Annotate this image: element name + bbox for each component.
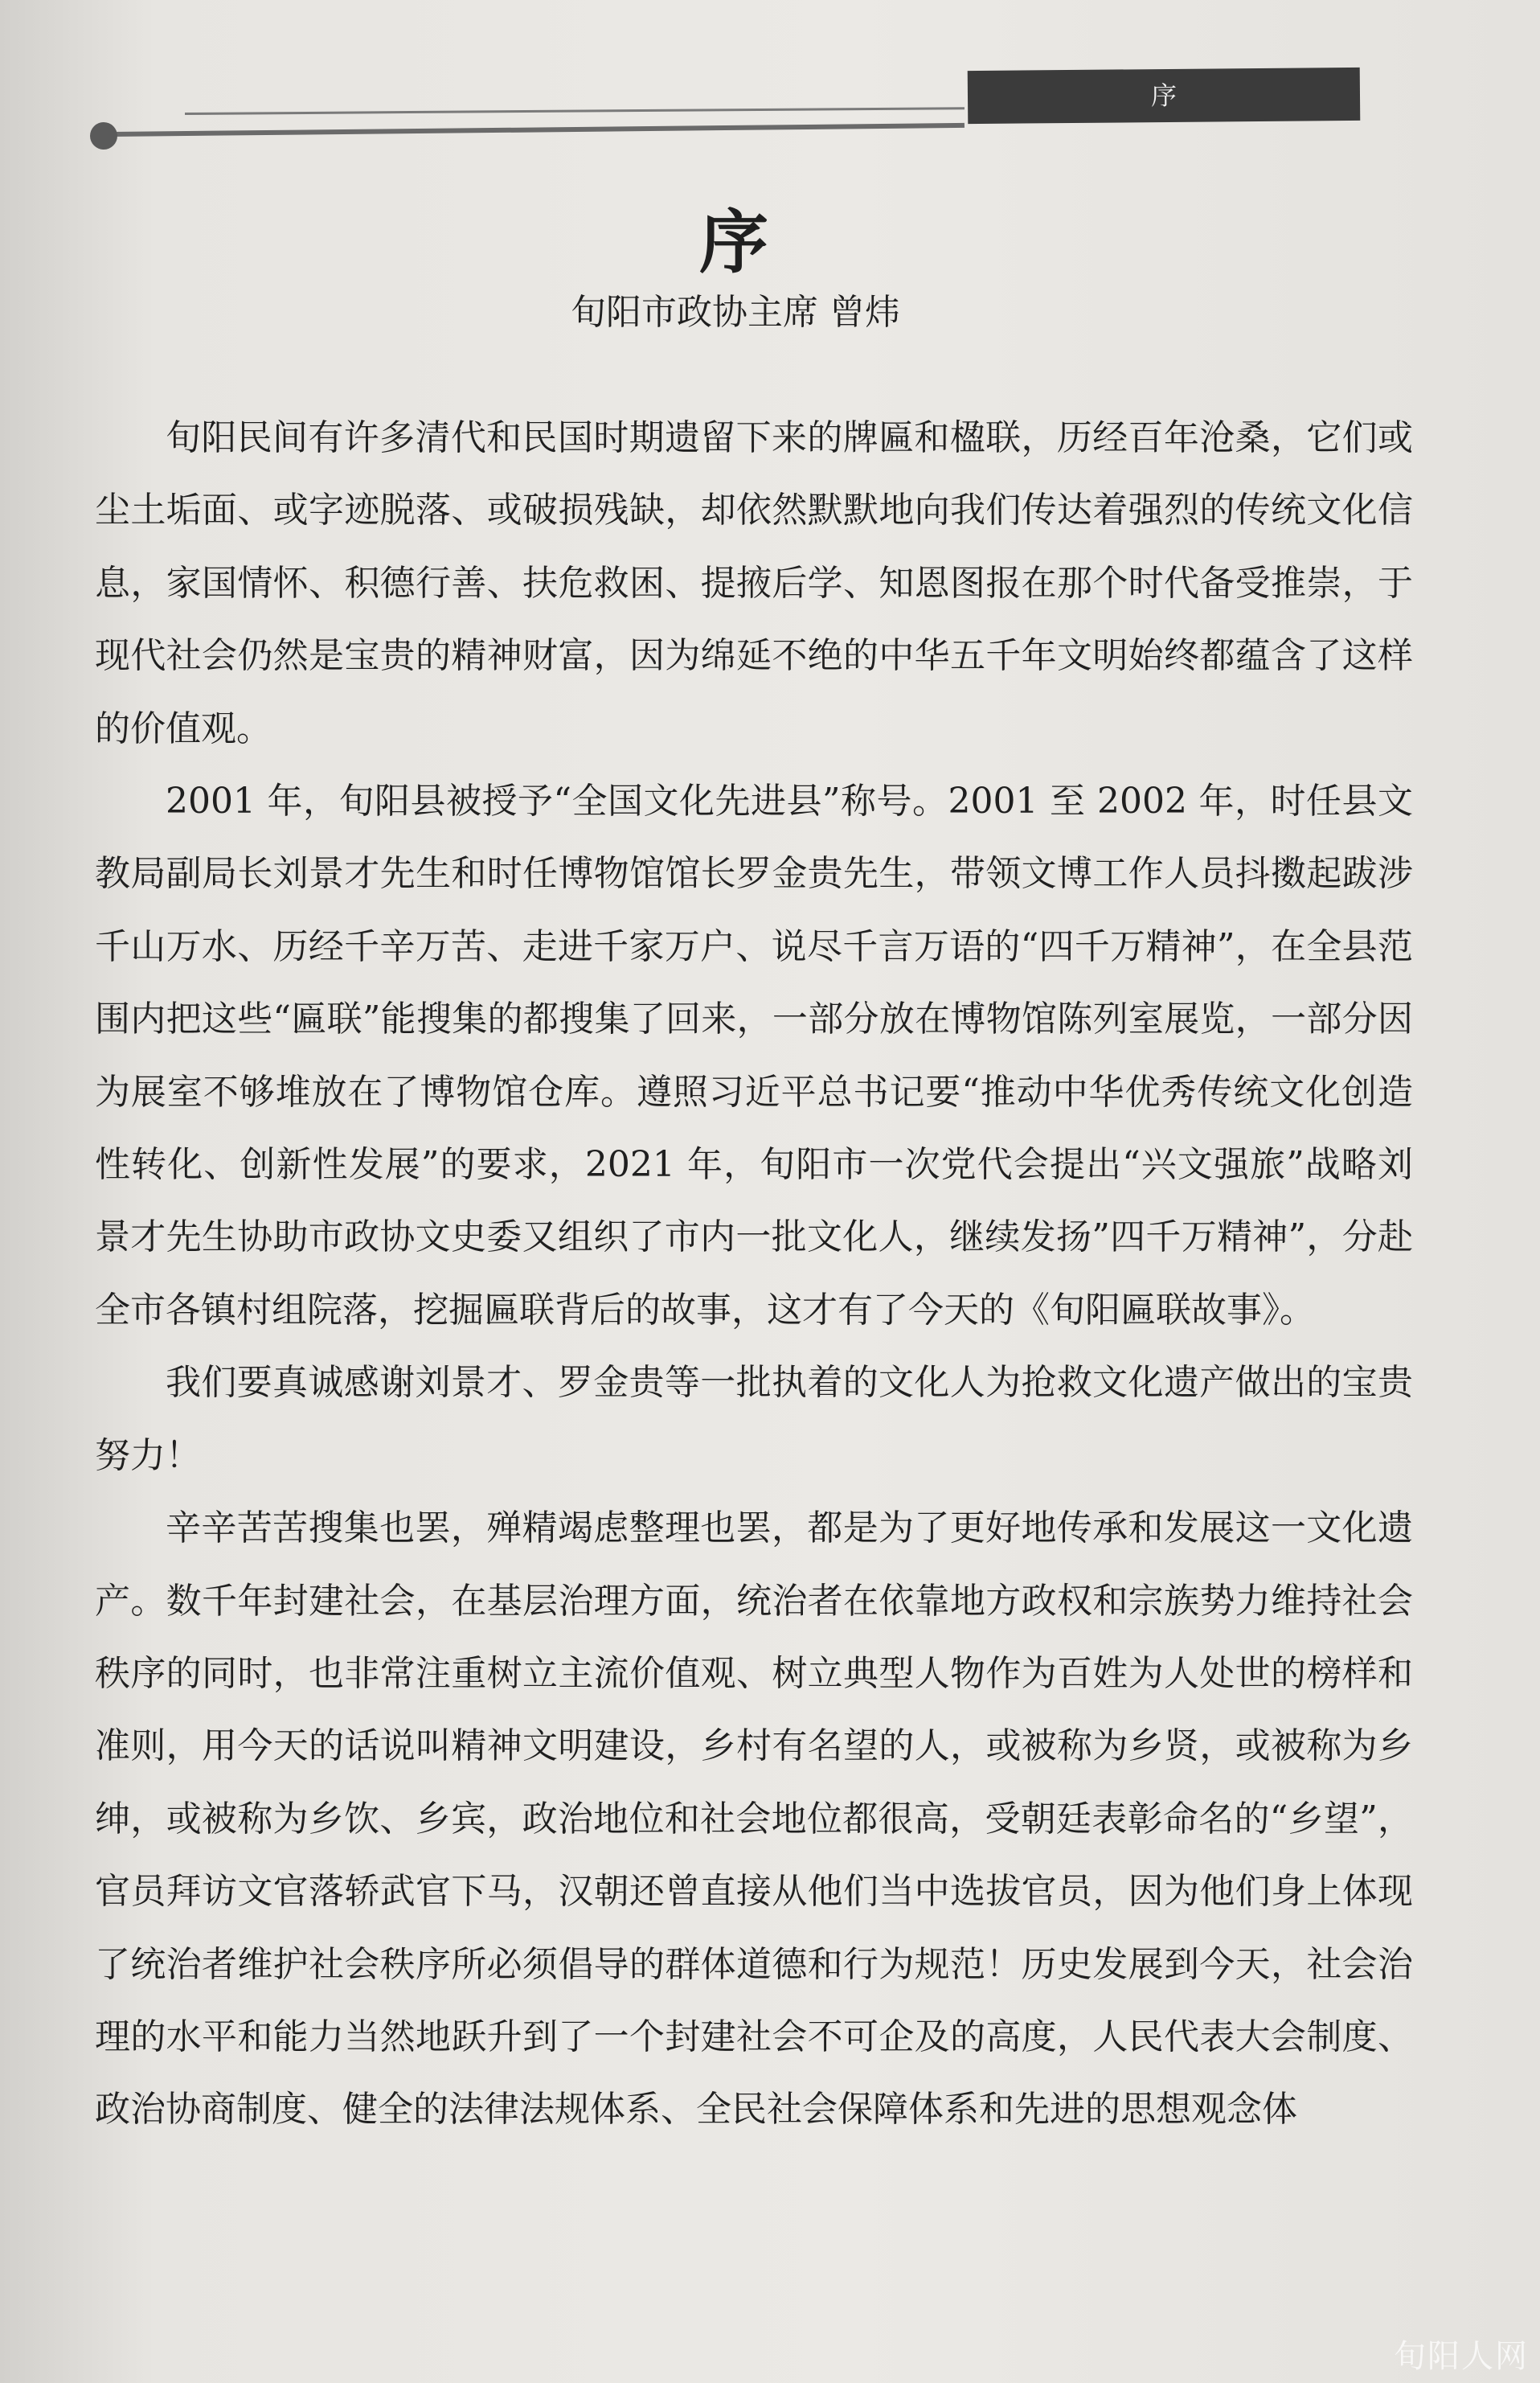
header-dot-ornament [90, 122, 117, 150]
paragraph-2: 2001 年，旬阳县被授予“全国文化先进县”称号。2001 至 2002 年，时任县文教局副局长刘景才先生和时任博物馆馆长罗金贵先生，带领文博工作人员抖擞起跋涉千山万水、历经千辛万苦、走进千家万户、说尽千言万语的“四千万精神”，在全县范围内把这些“匾联”能搜集的都搜集了回来，一部分放在博物馆陈列室展览，一部分因为展室不够堆放在了博物馆仓库。遵照习近平总书记要“推动中华优秀传统文化创造性转化、创新性发展”的要求，2021 年，旬阳市一次党代会提出“兴文强旅”战略刘景才先生协助市政协文史委又组织了市内一批文化人，继续发扬”四千万精神”，分赴全市各镇村组院落，挖掘匾联背后的故事，这才有了今天的《旬阳匾联故事》。 [95, 781, 1413, 1331]
header-rule [113, 123, 965, 137]
paragraph-1: 旬阳民间有许多清代和民国时期遗留下来的牌匾和楹联，历经百年沧桑，它们或尘土垢面、或字迹脱落、或破损残缺，却依然默默地向我们传达着强烈的传统文化信息，家国情怀、积德行善、扶危救困、提掖后学、知恩图报在那个时代备受推崇，于现代社会仍然是宝贵的精神财富，因为绵延不绝的中华五千年文明始终都蕴含了这样的价值观。 [95, 417, 1413, 749]
body-text [95, 402, 1413, 2147]
author-byline: 旬阳市政协主席 曾炜 [571, 292, 900, 333]
site-watermark: 旬阳人网 [1394, 2338, 1529, 2375]
paragraph-3: 我们要真诚感谢刘景才、罗金贵等一批执着的文化人为抢救文化遗产做出的宝贵努力！ [95, 1362, 1413, 1476]
header-rule-thin [185, 107, 965, 115]
running-header-tab: 序 [968, 68, 1361, 124]
page-title: 序 [699, 202, 772, 283]
paragraph-4: 辛辛苦苦搜集也罢，殚精竭虑整理也罢，都是为了更好地传承和发展这一文化遗产。数千年封建社会，在基层治理方面，统治者在依靠地方政权和宗族势力维持社会秩序的同时，也非常注重树立主流价值观、树立典型人物作为百姓为人处世的榜样和准则，用今天的话说叫精神文明建设，乡村有名望的人，或被称为乡贤，或被称为乡绅，或被称为乡饮、乡宾，政治地位和社会地位都很高，受朝廷表彰命名的“乡望”，官员拜访文官落轿武官下马，汉朝还曾直接从他们当中选拔官员，因为他们身上体现了统治者维护社会秩序所必须倡导的群体道德和行为规范！历史发展到今天，社会治理的水平和能力当然地跃升到了一个封建社会不可企及的高度，人民代表大会制度、政治协商制度、健全的法律法规体系、全民社会保障体系和先进的思想观念体 [95, 1507, 1413, 2131]
